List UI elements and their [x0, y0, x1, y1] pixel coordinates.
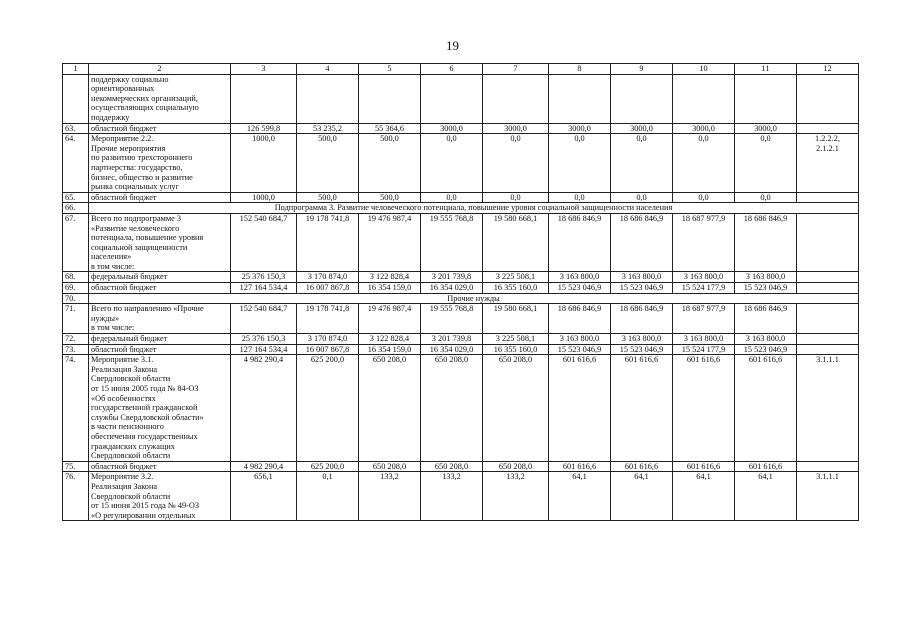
table-row: [63, 344, 859, 355]
table-row: [63, 134, 859, 193]
value-cell: 3 170 874,0: [297, 334, 359, 345]
table-header-row: [63, 64, 859, 75]
value-cell: 3000,0: [483, 123, 549, 134]
value-cell: 19 580 668,1: [483, 213, 549, 272]
row-number: 73.: [63, 344, 89, 355]
row-name: поддержку социально ориентированных некоммерческих организаций, осуществляющих социальную поддержку: [89, 74, 231, 123]
value-cell: 3 163 800,0: [549, 272, 611, 283]
value-cell: 0,0: [483, 192, 549, 203]
value-cell: 3000,0: [611, 123, 673, 134]
row-number: 63.: [63, 123, 89, 134]
value-cell: 0,0: [549, 134, 611, 193]
value-cell: [673, 74, 735, 123]
value-cell: 0,1: [297, 472, 359, 521]
value-cell: 0,0: [673, 192, 735, 203]
value-cell: 4 982 290,4: [231, 355, 297, 462]
value-cell: 3 201 739,8: [421, 272, 483, 283]
row-name: Всего по направлению «Прочие нужды» в том числе:: [89, 304, 231, 334]
value-cell: 3 163 800,0: [611, 334, 673, 345]
value-cell: 15 523 046,9: [611, 344, 673, 355]
value-cell: 15 523 046,9: [549, 344, 611, 355]
value-cell: 3 122 828,4: [359, 272, 421, 283]
value-cell: 601 616,6: [549, 355, 611, 462]
value-cell: 0,0: [611, 134, 673, 193]
value-cell: 0,0: [673, 134, 735, 193]
value-cell: 16 007 867,8: [297, 344, 359, 355]
value-cell: 625 200,0: [297, 355, 359, 462]
row-name: Мероприятие 3.1. Реализация Закона Свердловской области от 15 июля 2005 года № 84-ОЗ «Об особенностях государственной гражданской службы Свердловской области» в части пенсионного обеспечения государственных гражданских служащих Свердловской области: [89, 355, 231, 462]
value-cell: 16 354 029,0: [421, 283, 483, 294]
value-cell: 64,1: [735, 472, 797, 521]
table-row: [63, 213, 859, 272]
value-cell: 3 201 739,8: [421, 334, 483, 345]
row-number: 66.: [63, 203, 89, 214]
column-header: 7: [483, 64, 549, 75]
value-cell: 53 235,2: [297, 123, 359, 134]
target-code: 1.2.2.2, 2.1.2.1: [797, 134, 859, 193]
value-cell: 601 616,6: [673, 461, 735, 472]
value-cell: 601 616,6: [611, 461, 673, 472]
value-cell: 0,0: [735, 134, 797, 193]
target-code: [797, 74, 859, 123]
value-cell: 500,0: [359, 134, 421, 193]
table-row: [63, 304, 859, 334]
target-code: [797, 461, 859, 472]
column-header: 11: [735, 64, 797, 75]
value-cell: 500,0: [297, 192, 359, 203]
value-cell: 16 354 159,0: [359, 283, 421, 294]
column-header: 10: [673, 64, 735, 75]
target-code: [797, 213, 859, 272]
value-cell: 19 178 741,8: [297, 304, 359, 334]
value-cell: 15 524 177,9: [673, 283, 735, 294]
value-cell: 1000,0: [231, 192, 297, 203]
target-code: [797, 344, 859, 355]
value-cell: 656,1: [231, 472, 297, 521]
value-cell: 500,0: [297, 134, 359, 193]
value-cell: 19 555 768,8: [421, 304, 483, 334]
value-cell: 3 170 874,0: [297, 272, 359, 283]
table-row: [63, 293, 859, 304]
column-header: 4: [297, 64, 359, 75]
value-cell: [359, 74, 421, 123]
row-name: областной бюджет: [89, 123, 231, 134]
value-cell: 15 524 177,9: [673, 344, 735, 355]
value-cell: 3 163 800,0: [673, 334, 735, 345]
value-cell: [297, 74, 359, 123]
value-cell: 3000,0: [735, 123, 797, 134]
value-cell: 4 982 290,4: [231, 461, 297, 472]
value-cell: 15 523 046,9: [549, 283, 611, 294]
value-cell: 127 164 534,4: [231, 283, 297, 294]
target-code: [797, 304, 859, 334]
row-name: Мероприятие 2.2. Прочие мероприятия по развитию трехстороннего партнерства: государство, бизнес, общество и развитие рынка социальных услуг: [89, 134, 231, 193]
value-cell: 18 687 977,9: [673, 213, 735, 272]
value-cell: 133,2: [421, 472, 483, 521]
value-cell: 152 540 684,7: [231, 304, 297, 334]
table-row: [63, 334, 859, 345]
table-row: [63, 283, 859, 294]
table-row: [63, 192, 859, 203]
section-heading: Подпрограмма 3. Развитие человеческого потенциала, повышение уровня социальной защищенности населения: [89, 203, 859, 214]
value-cell: 127 164 534,4: [231, 344, 297, 355]
value-cell: 18 686 846,9: [735, 304, 797, 334]
budget-table: [62, 63, 859, 521]
row-number: 71.: [63, 304, 89, 334]
value-cell: 19 555 768,8: [421, 213, 483, 272]
table-row: [63, 472, 859, 521]
table-row: [63, 123, 859, 134]
row-name: Всего по подпрограмме 3 «Развитие человеческого потенциала, повышение уровня социальной защищенности населения» в том числе:: [89, 213, 231, 272]
value-cell: 133,2: [359, 472, 421, 521]
row-number: 64.: [63, 134, 89, 193]
value-cell: 64,1: [611, 472, 673, 521]
row-number: 68.: [63, 272, 89, 283]
value-cell: 0,0: [483, 134, 549, 193]
value-cell: 601 616,6: [735, 355, 797, 462]
table-row: [63, 355, 859, 462]
page-number: 19: [446, 38, 459, 53]
row-number: 67.: [63, 213, 89, 272]
value-cell: 0,0: [421, 134, 483, 193]
section-heading: Прочие нужды: [89, 293, 859, 304]
value-cell: 650 208,0: [483, 461, 549, 472]
column-header: 12: [797, 64, 859, 75]
value-cell: 55 364,6: [359, 123, 421, 134]
row-name: федеральный бюджет: [89, 334, 231, 345]
value-cell: 18 686 846,9: [611, 304, 673, 334]
value-cell: 601 616,6: [549, 461, 611, 472]
value-cell: 3000,0: [549, 123, 611, 134]
value-cell: 18 686 846,9: [735, 213, 797, 272]
target-code: [797, 192, 859, 203]
table-row: [63, 272, 859, 283]
row-number: 75.: [63, 461, 89, 472]
column-header: 1: [63, 64, 89, 75]
table-row: [63, 461, 859, 472]
value-cell: 133,2: [483, 472, 549, 521]
value-cell: 15 523 046,9: [735, 344, 797, 355]
value-cell: [421, 74, 483, 123]
value-cell: 25 376 150,3: [231, 272, 297, 283]
value-cell: 18 687 977,9: [673, 304, 735, 334]
value-cell: 16 355 160,0: [483, 344, 549, 355]
value-cell: 64,1: [549, 472, 611, 521]
row-name: областной бюджет: [89, 344, 231, 355]
value-cell: 650 208,0: [359, 355, 421, 462]
row-name: Мероприятие 3.2. Реализация Закона Свердловской области от 15 июня 2015 года № 49-ОЗ «О регулировании отдельных: [89, 472, 231, 521]
target-code: [797, 283, 859, 294]
target-code: [797, 272, 859, 283]
target-code: [797, 334, 859, 345]
value-cell: 650 208,0: [359, 461, 421, 472]
value-cell: [735, 74, 797, 123]
row-name: областной бюджет: [89, 461, 231, 472]
value-cell: 16 354 159,0: [359, 344, 421, 355]
value-cell: 15 523 046,9: [611, 283, 673, 294]
value-cell: 19 580 668,1: [483, 304, 549, 334]
value-cell: 650 208,0: [421, 355, 483, 462]
column-header: 2: [89, 64, 231, 75]
value-cell: 601 616,6: [735, 461, 797, 472]
row-number: 70.: [63, 293, 89, 304]
value-cell: 3 163 800,0: [611, 272, 673, 283]
row-number: 72.: [63, 334, 89, 345]
value-cell: 126 599,8: [231, 123, 297, 134]
column-header: 5: [359, 64, 421, 75]
value-cell: [611, 74, 673, 123]
column-header: 9: [611, 64, 673, 75]
value-cell: 18 686 846,9: [549, 213, 611, 272]
value-cell: 25 376 150,3: [231, 334, 297, 345]
value-cell: 0,0: [611, 192, 673, 203]
target-code: [797, 123, 859, 134]
row-name: областной бюджет: [89, 283, 231, 294]
value-cell: 64,1: [673, 472, 735, 521]
value-cell: 15 523 046,9: [735, 283, 797, 294]
value-cell: 3 163 800,0: [735, 272, 797, 283]
value-cell: 500,0: [359, 192, 421, 203]
row-name: федеральный бюджет: [89, 272, 231, 283]
row-number: [63, 74, 89, 123]
value-cell: 3 163 800,0: [673, 272, 735, 283]
row-number: 65.: [63, 192, 89, 203]
value-cell: [231, 74, 297, 123]
value-cell: 601 616,6: [611, 355, 673, 462]
value-cell: 1000,0: [231, 134, 297, 193]
target-code: 3.1.1.1: [797, 472, 859, 521]
value-cell: 3000,0: [421, 123, 483, 134]
value-cell: 16 007 867,8: [297, 283, 359, 294]
column-header: 6: [421, 64, 483, 75]
row-number: 76.: [63, 472, 89, 521]
value-cell: [549, 74, 611, 123]
value-cell: 3 163 800,0: [735, 334, 797, 345]
value-cell: 18 686 846,9: [549, 304, 611, 334]
value-cell: 16 354 029,0: [421, 344, 483, 355]
value-cell: 152 540 684,7: [231, 213, 297, 272]
value-cell: 0,0: [421, 192, 483, 203]
value-cell: 0,0: [735, 192, 797, 203]
value-cell: 0,0: [549, 192, 611, 203]
value-cell: 3000,0: [673, 123, 735, 134]
table-row: [63, 74, 859, 123]
column-header: 8: [549, 64, 611, 75]
column-header: 3: [231, 64, 297, 75]
value-cell: 625 200,0: [297, 461, 359, 472]
value-cell: 18 686 846,9: [611, 213, 673, 272]
value-cell: 19 178 741,8: [297, 213, 359, 272]
row-number: 74.: [63, 355, 89, 462]
target-code: 3.1.1.1: [797, 355, 859, 462]
value-cell: [483, 74, 549, 123]
row-number: 69.: [63, 283, 89, 294]
value-cell: 3 225 508,1: [483, 272, 549, 283]
value-cell: 19 476 987,4: [359, 304, 421, 334]
value-cell: 16 355 160,0: [483, 283, 549, 294]
value-cell: 650 208,0: [421, 461, 483, 472]
value-cell: 19 476 987,4: [359, 213, 421, 272]
row-name: областной бюджет: [89, 192, 231, 203]
value-cell: 3 163 800,0: [549, 334, 611, 345]
value-cell: 3 122 828,4: [359, 334, 421, 345]
value-cell: 650 208,0: [483, 355, 549, 462]
value-cell: 3 225 508,1: [483, 334, 549, 345]
value-cell: 601 616,6: [673, 355, 735, 462]
table-row: [63, 203, 859, 214]
